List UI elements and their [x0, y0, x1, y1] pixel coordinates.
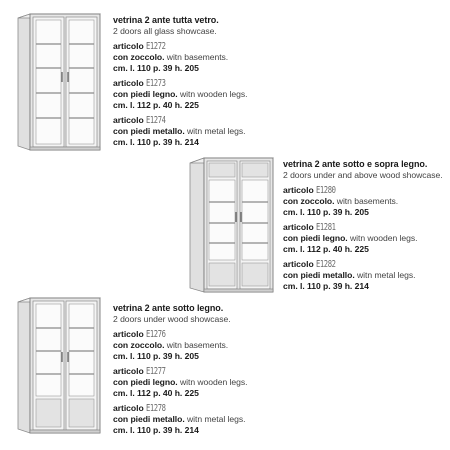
- variant-dims: cm. l. 112 p. 40 h. 225: [113, 100, 199, 110]
- variant-code: E1276: [145, 329, 166, 340]
- variant-desc-en: witn basements.: [166, 52, 229, 62]
- variant-code: E1281: [315, 222, 336, 233]
- product-all-glass: [0, 0, 450, 160]
- variant: [283, 259, 443, 292]
- variant: [113, 115, 247, 148]
- variant-desc-en: witn metal legs.: [187, 414, 246, 424]
- variant-desc: con zoccolo.: [113, 340, 165, 350]
- variant-code: E1273: [145, 78, 166, 89]
- product-subtitle: 2 doors all glass showcase.: [113, 26, 217, 36]
- variant-code: E1272: [145, 41, 166, 52]
- variant-desc-en: witn basements.: [336, 196, 399, 206]
- variant-dims: cm. l. 110 p. 39 h. 214: [113, 137, 199, 147]
- variant-label: articolo: [283, 185, 314, 195]
- variant-code: E1277: [145, 366, 166, 377]
- variant-label: articolo: [113, 329, 144, 339]
- variant: [113, 329, 247, 362]
- product-subtitle: 2 doors under and above wood showcase.: [283, 170, 443, 180]
- product-info: [113, 15, 247, 148]
- variant: [113, 403, 247, 436]
- variant-label: articolo: [113, 78, 144, 88]
- variant-dims: cm. l. 110 p. 39 h. 205: [283, 207, 369, 217]
- variant-label: articolo: [283, 222, 314, 232]
- variant-dims: cm. l. 110 p. 39 h. 214: [283, 281, 369, 291]
- variant-code: E1280: [315, 185, 336, 196]
- product-subtitle: 2 doors under wood showcase.: [113, 314, 231, 324]
- variant-desc-en: witn wooden legs.: [179, 89, 248, 99]
- product-under-above-wood: [0, 150, 450, 300]
- variant-dims: cm. l. 110 p. 39 h. 214: [113, 425, 199, 435]
- variant: [113, 78, 247, 111]
- under-wood-showcase-drawing: [0, 292, 130, 450]
- variant-desc-en: witn metal legs.: [357, 270, 416, 280]
- variant-desc: con piedi legno.: [283, 233, 348, 243]
- variant-desc: con piedi metallo.: [113, 126, 185, 136]
- product-under-wood: [0, 292, 450, 450]
- variant: [113, 41, 247, 74]
- variant-label: articolo: [113, 41, 144, 51]
- variant-desc: con zoccolo.: [113, 52, 165, 62]
- variant-label: articolo: [113, 403, 144, 413]
- product-title: vetrina 2 ante sotto e sopra legno.: [283, 159, 428, 169]
- variant: [283, 185, 443, 218]
- variant-desc-en: witn basements.: [166, 340, 229, 350]
- variant-desc-en: witn wooden legs.: [349, 233, 418, 243]
- variant-desc: con piedi legno.: [113, 89, 178, 99]
- all-glass-showcase-drawing: [0, 0, 130, 160]
- variant-dims: cm. l. 110 p. 39 h. 205: [113, 63, 199, 73]
- variant-label: articolo: [113, 115, 144, 125]
- variant-desc: con piedi legno.: [113, 377, 178, 387]
- variant-label: articolo: [113, 366, 144, 376]
- variant-dims: cm. l. 110 p. 39 h. 205: [113, 351, 199, 361]
- variant-code: E1274: [145, 115, 166, 126]
- variant: [113, 366, 247, 399]
- variant-desc: con piedi metallo.: [283, 270, 355, 280]
- product-info: [283, 159, 443, 292]
- variant-desc: con zoccolo.: [283, 196, 335, 206]
- variant-label: articolo: [283, 259, 314, 269]
- variant: [283, 222, 443, 255]
- product-info: [113, 303, 247, 436]
- variant-code: E1282: [315, 259, 336, 270]
- product-title: vetrina 2 ante sotto legno.: [113, 303, 224, 313]
- variant-desc-en: witn wooden legs.: [179, 377, 248, 387]
- under-above-wood-showcase-drawing: [0, 150, 290, 300]
- variant-dims: cm. l. 112 p. 40 h. 225: [113, 388, 199, 398]
- product-title: vetrina 2 ante tutta vetro.: [113, 15, 219, 25]
- variant-desc: con piedi metallo.: [113, 414, 185, 424]
- variant-code: E1278: [145, 403, 166, 414]
- variant-desc-en: witn metal legs.: [187, 126, 246, 136]
- variant-dims: cm. l. 112 p. 40 h. 225: [283, 244, 369, 254]
